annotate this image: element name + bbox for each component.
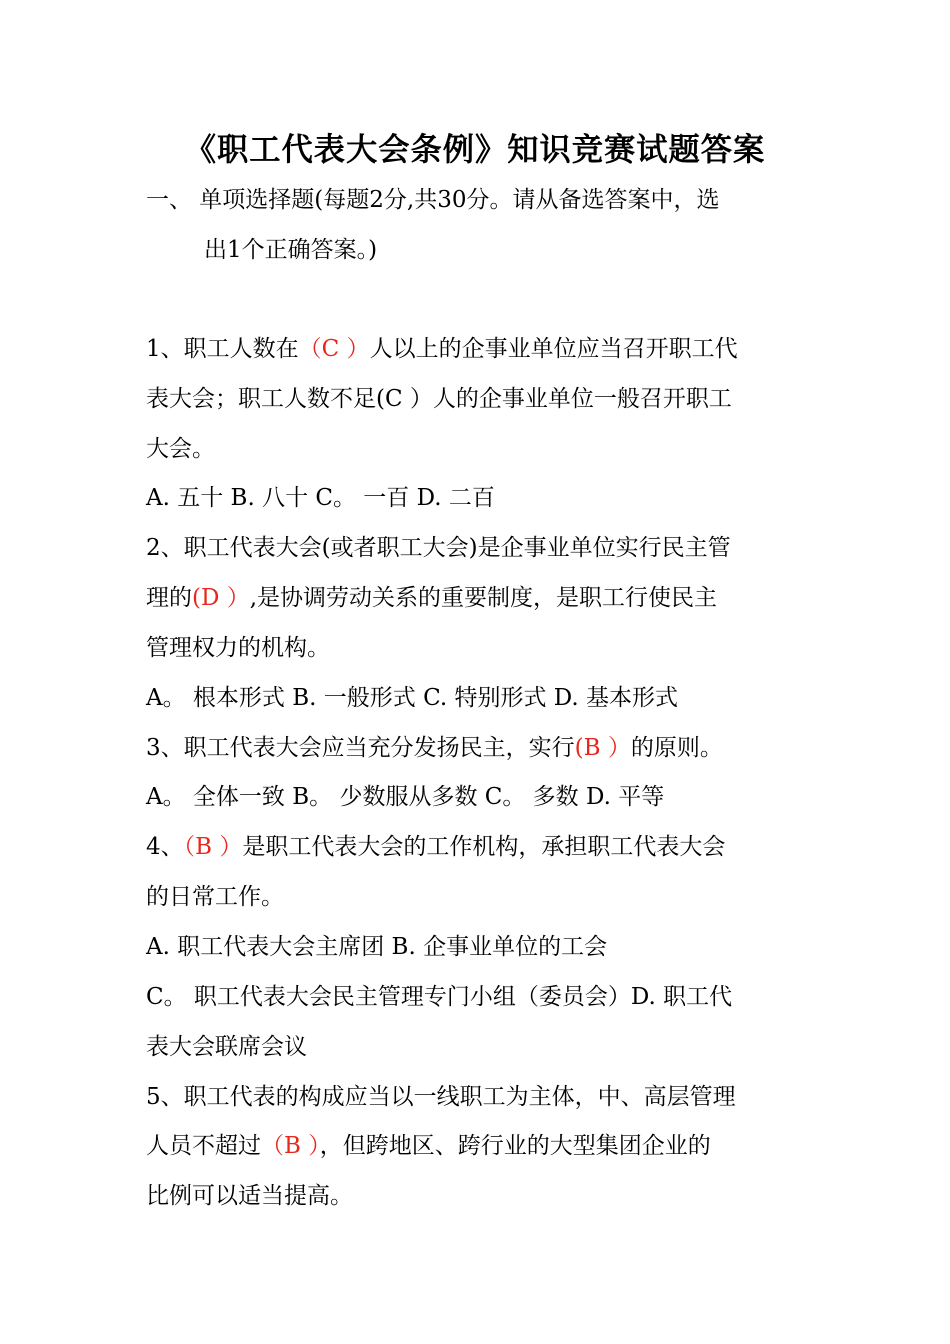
- q4-stem-start: 4、: [146, 834, 184, 860]
- q1-stem-start: 1、职工人数在: [146, 336, 299, 362]
- q1-stem-end: 人以上的企事业单位应当召开职工代: [369, 336, 738, 362]
- q4-options-1: A. 职工代表大会主席团 B. 企事业单位的工会: [146, 934, 608, 960]
- q3-answer: (B ）: [574, 735, 631, 761]
- q4-options-2: C。 职工代表大会民主管理专门小组（委员会）D. 职工代: [146, 984, 733, 1010]
- document-title: 《职工代表大会条例》知识竞赛试题答案: [184, 132, 766, 168]
- q2-stem-start: 理的: [146, 585, 192, 611]
- q2-line-1: 2、职工代表大会(或者职工大会)是企事业单位实行民主管: [146, 535, 731, 561]
- q3-options: A。 全体一致 B。 少数服从多数 C。 多数 D. 平等: [146, 784, 665, 810]
- q5-stem-start: 人员不超过: [146, 1133, 261, 1159]
- q3-line-1: [146, 733, 723, 763]
- q4-stem-end: 是职工代表大会的工作机构，承担职工代表大会: [242, 834, 726, 860]
- q3-stem-end: 的原则。: [630, 735, 723, 761]
- q1-answer: （C ）: [298, 336, 370, 362]
- section-heading-line-2: 出1个正确答案。): [204, 237, 378, 263]
- q4-answer: （B ）: [183, 834, 243, 860]
- q1-options: A. 五十 B. 八十 C。 一百 D. 二百: [146, 485, 495, 511]
- q1-line-3: 大会。: [146, 436, 215, 462]
- q5-line-3: 比例可以适当提高。: [146, 1183, 353, 1209]
- q3-stem-start: 3、职工代表大会应当充分发扬民主，实行: [146, 735, 575, 761]
- q4-line-1: [146, 832, 725, 862]
- q5-answer: （B ）: [261, 1133, 320, 1159]
- section-heading-line-1: 一、 单项选择题(每题2分,共30分。请从备选答案中，选: [146, 187, 720, 213]
- q1-line-1: [146, 334, 738, 364]
- q5-line-2: [146, 1131, 711, 1161]
- q4-line-2: 的日常工作。: [146, 884, 284, 910]
- q5-stem-end: ，但跨地区、跨行业的大型集团企业的: [319, 1133, 711, 1159]
- q1-line-2: 表大会；职工人数不足(C ）人的企事业单位一般召开职工: [146, 386, 732, 412]
- q5-line-1: 5、职工代表的构成应当以一线职工为主体，中、高层管理: [146, 1084, 736, 1110]
- q2-line-2: [146, 583, 717, 613]
- q4-options-3: 表大会联席会议: [146, 1034, 307, 1060]
- q2-stem-end: ,是协调劳动关系的重要制度，是职工行使民主: [249, 585, 718, 611]
- q2-options: A。 根本形式 B. 一般形式 C. 特别形式 D. 基本形式: [146, 685, 679, 711]
- q2-line-3: 管理权力的机构。: [146, 635, 330, 661]
- q2-answer: (D ）: [192, 585, 250, 611]
